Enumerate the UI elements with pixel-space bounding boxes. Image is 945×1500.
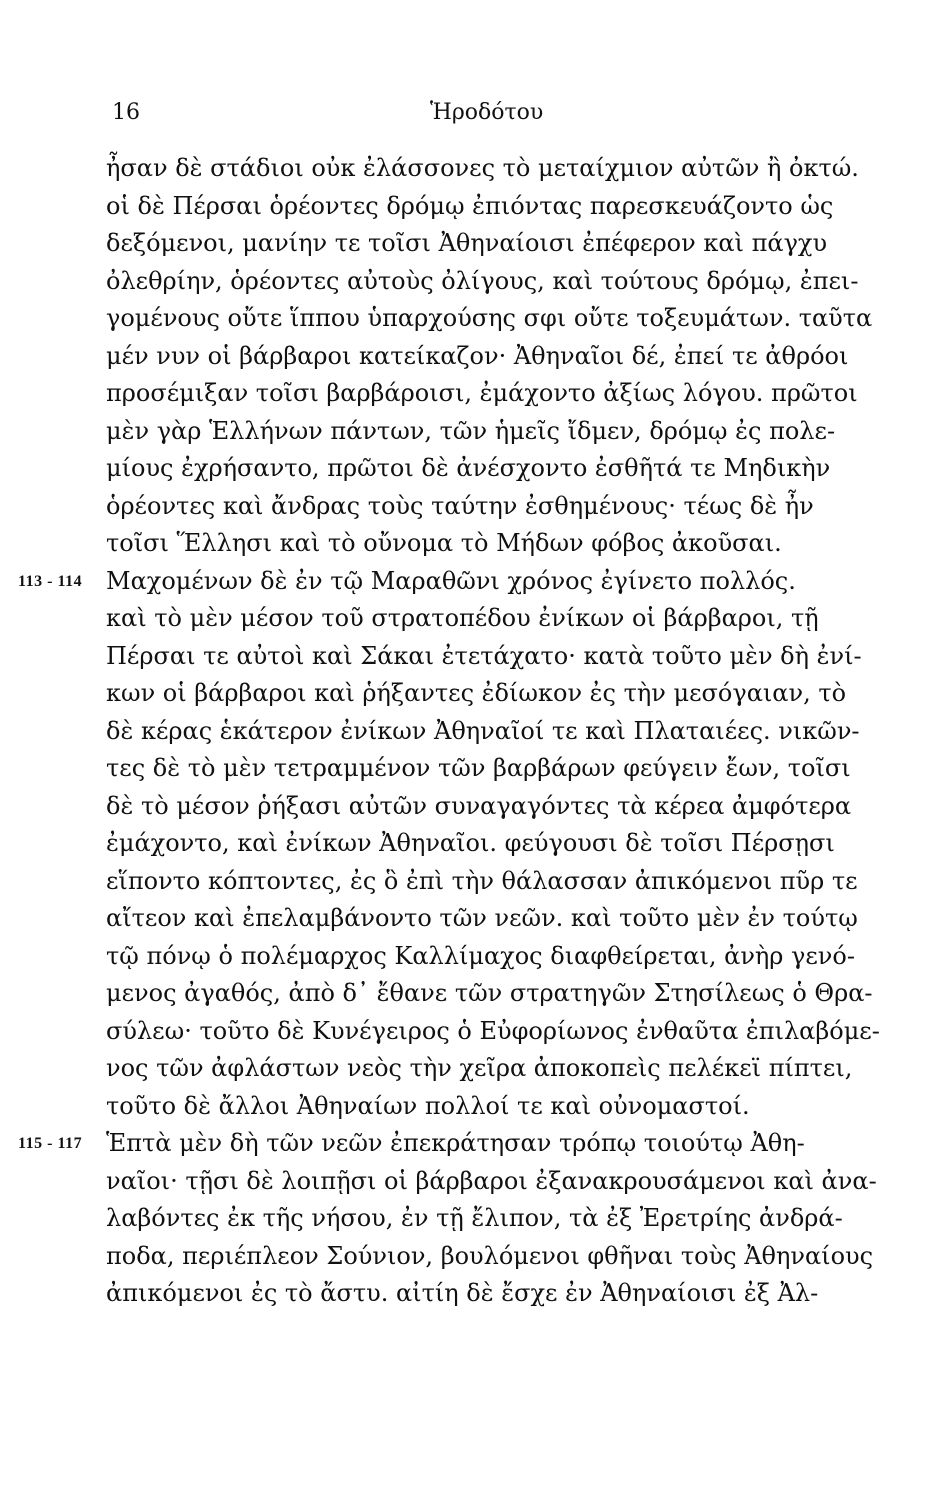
text-line: ὁρέοντες καὶ ἄνδρας τοὺς ταύτην ἐσθημένους· τέως δὲ ἦν bbox=[106, 491, 814, 520]
text-line: ἐμάχοντο, καὶ ἐνίκων Ἀθηναῖοι. φεύγουσι δὲ τοῖσι Πέρσῃσι bbox=[106, 829, 835, 857]
text-line: ἦσαν δὲ στάδιοι οὐκ ἐλάσσονες τὸ μεταίχμιον αὐτῶν ἢ ὀκτώ. bbox=[106, 154, 859, 182]
text-line: τῷ πόνῳ ὁ πολέμαρχος Καλλίμαχος διαφθείρεται, ἀνὴρ γενό- bbox=[106, 941, 855, 970]
text-line: Πέρσαι τε αὐτοὶ καὶ Σάκαι ἐτετάχατο· κατὰ τοῦτο μὲν δὴ ἐνί- bbox=[106, 641, 862, 670]
text-line: ναῖοι· τῇσι δὲ λοιπῇσι οἱ βάρβαροι ἐξανακρουσάμενοι καὶ ἀνα- bbox=[106, 1166, 877, 1195]
text-line: μενος ἀγαθός, ἀπὸ δ᾽ ἔθανε τῶν στρατηγῶν Στησίλεως ὁ Θρα- bbox=[106, 979, 873, 1007]
text-line: τες δὲ τὸ μὲν τετραμμένον τῶν βαρβάρων φεύγειν ἔων, τοῖσι bbox=[106, 754, 851, 782]
text-line: μέν νυν οἱ βάρβαροι κατείκαζον· Ἀθηναῖοι δέ, ἐπεί τε ἀθρόοι bbox=[106, 341, 849, 370]
text-line: γομένους οὔτε ἵππου ὑπαρχούσης σφι οὔτε τοξευμάτων. ταῦτα bbox=[106, 304, 873, 332]
text-line: τοῦτο δὲ ἄλλοι Ἀθηναίων πολλοί τε καὶ οὐνομαστοί. bbox=[106, 1091, 750, 1120]
text-line: Μαχομένων δὲ ἐν τῷ Μαραθῶνι χρόνος ἐγίνετο πολλός. bbox=[106, 566, 796, 595]
text-line: δὲ τὸ μέσον ῥήξασι αὐτῶν συναγαγόντες τὰ κέρεα ἀμφότερα bbox=[106, 791, 852, 820]
margin-chapter-reference: 115 - 117 bbox=[18, 1135, 83, 1152]
text-line: οἱ δὲ Πέρσαι ὁρέοντες δρόμῳ ἐπιόντας παρεσκευάζοντο ὡς bbox=[106, 191, 834, 220]
text-line: μὲν γὰρ Ἑλλήνων πάντων, τῶν ἡμεῖς ἴδμεν, δρόμῳ ἐς πολε- bbox=[106, 416, 836, 445]
text-line: λαβόντες ἐκ τῆς νήσου, ἐν τῇ ἔλιπον, τὰ ἐξ Ἐρετρίης ἀνδρά- bbox=[106, 1204, 843, 1232]
text-line-with-margin-note bbox=[18, 563, 866, 601]
text-line: καὶ τὸ μὲν μέσον τοῦ στρατοπέδου ἐνίκων οἱ βάρβαροι, τῇ bbox=[106, 604, 819, 632]
text-line: σύλεω· τοῦτο δὲ Κυνέγειρος ὁ Εὐφορίωνος ἐνθαῦτα ἐπιλαβόμε- bbox=[106, 1016, 880, 1045]
text-line: δὲ κέρας ἑκάτερον ἐνίκων Ἀθηναῖοί τε καὶ Πλαταιέες. νικῶν- bbox=[106, 716, 860, 745]
text-line: ἀπικόμενοι ἐς τὸ ἄστυ. αἰτίη δὲ ἔσχε ἐν Ἀθηναίοισι ἐξ Ἀλ- bbox=[106, 1279, 819, 1307]
text-line: ποδα, περιέπλεον Σούνιον, βουλόμενοι φθῆναι τοὺς Ἀθηναίους bbox=[106, 1241, 874, 1270]
text-line: κων οἱ βάρβαροι καὶ ῥήξαντες ἐδίωκον ἐς τὴν μεσόγαιαν, τὸ bbox=[106, 679, 847, 707]
text-line: εἵποντο κόπτοντες, ἐς ὃ ἐπὶ τὴν θάλασσαν ἀπικόμενοι πῦρ τε bbox=[106, 866, 858, 895]
text-line: δεξόμενοι, μανίην τε τοῖσι Ἀθηναίοισι ἐπέφερον καὶ πάγχυ bbox=[106, 229, 828, 257]
text-line: αἴτεον καὶ ἐπελαμβάνοντο τῶν νεῶν. καὶ τοῦτο μὲν ἐν τούτῳ bbox=[106, 904, 858, 932]
page-number: 16 bbox=[112, 100, 140, 125]
text-line-with-margin-note bbox=[18, 1125, 866, 1163]
text-line: τοῖσι Ἕλλησι καὶ τὸ οὔνομα τὸ Μήδων φόβος ἀκοῦσαι. bbox=[106, 529, 782, 557]
running-title: Ἡροδότου bbox=[430, 100, 544, 125]
text-line: νος τῶν ἀφλάστων νεὸς τὴν χεῖρα ἀποκοπεὶς πελέκεϊ πίπτει, bbox=[106, 1054, 853, 1082]
text-line: Ἑπτὰ μὲν δὴ τῶν νεῶν ἐπεκράτησαν τρόπῳ τοιούτῳ Ἀθη- bbox=[106, 1129, 805, 1157]
margin-chapter-reference: 113 - 114 bbox=[18, 572, 83, 590]
text-line: προσέμιξαν τοῖσι βαρβάροισι, ἐμάχοντο ἀξίως λόγου. πρῶτοι bbox=[106, 379, 858, 407]
text-line: ὀλεθρίην, ὁρέοντες αὐτοὺς ὀλίγους, καὶ τούτους δρόμῳ, ἐπει- bbox=[106, 266, 859, 295]
text-body bbox=[18, 150, 880, 1313]
text-line: μίους ἐχρήσαντο, πρῶτοι δὲ ἀνέσχοντο ἐσθῆτά τε Μηδικὴν bbox=[106, 454, 831, 482]
